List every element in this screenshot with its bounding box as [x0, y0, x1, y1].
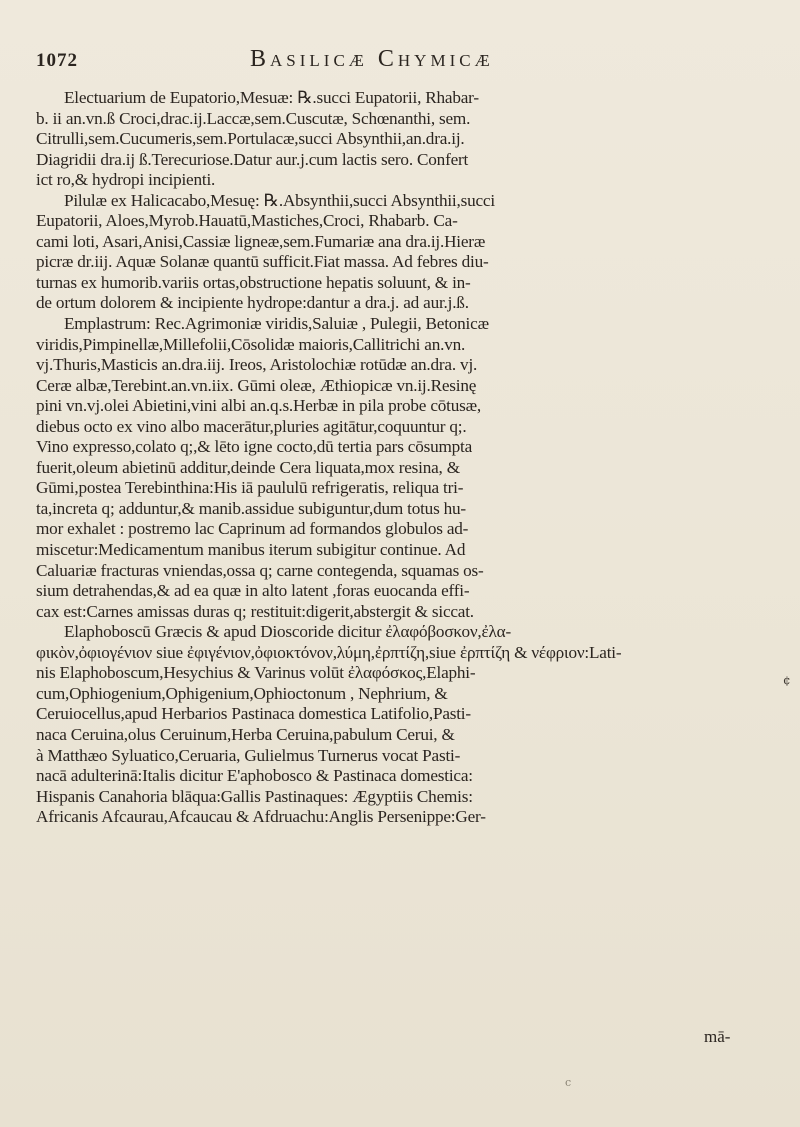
- text-line: Africanis Afcaurau,Afcaucau & Afdruachu:Anglis Persenippe:Ger-: [36, 807, 486, 827]
- text-line: φικὸν,ὀφιογένιον siue ἐφιγένιον,ὀφιοκτόνον,λύμη,ἐρπτίζη,siue ἐρπτίζη & νέφριον:Lati-: [36, 642, 622, 662]
- text-line: Elaphoboscū Græcis & apud Dioscoride dicitur ἐλαφόβοσκον,ἐλα-: [64, 622, 512, 642]
- text-line: mor exhalet : postremo lac Caprinum ad formandos globulos ad-: [36, 519, 469, 539]
- text-line: picræ dr.iij. Aquæ Solanæ quantū sufficit.Fiat massa. Ad febres diu-: [36, 252, 489, 272]
- text-line: cami loti, Asari,Anisi,Cassiæ ligneæ,sem.Fumariæ ana dra.ij.Hieræ: [36, 231, 486, 251]
- text-line: nacā adulterinā:Italis dicitur E'aphobosco & Pastinaca domestica:: [36, 766, 473, 786]
- text-line: fuerit,oleum abietinū additur,deinde Cera liquata,mox resina, &: [36, 457, 460, 477]
- text-line: Pilulæ ex Halicacabo,Mesuę: ℞.Absynthii,succi Absynthii,succi: [64, 190, 495, 210]
- text-line: b. ii an.vn.ß Croci,drac.ij.Laccæ,sem.Cuscutæ, Schœnanthi, sem.: [36, 108, 471, 128]
- text-line: Vino expresso,colato q;,& lēto igne cocto,dū tertia pars cōsumpta: [36, 437, 473, 457]
- text-line: cum,Ophiogenium,Ophigenium,Ophioctonum , Nephrium, &: [36, 683, 448, 703]
- text-line: sium detrahendas,& ad ea quæ in alto latent ,foras euocanda effi-: [36, 581, 470, 601]
- text-line: Emplastrum: Rec.Agrimoniæ viridis,Saluiæ , Pulegii, Betonicæ: [64, 314, 489, 334]
- text-line: viridis,Pimpinellæ,Millefolii,Cōsolidæ maioris,Callitrichi an.vn.: [36, 334, 466, 354]
- text-line: pini vn.vj.olei Abietini,vini albi an.q.s.Herbæ in pila probe cōtusæ,: [36, 396, 481, 416]
- text-line: Citrulli,sem.Cucumeris,sem.Portulacæ,succi Absynthii,an.dra.ij.: [36, 129, 465, 149]
- text-line: turnas ex humorib.variis ortas,obstructione hepatis soluunt, & in-: [36, 272, 471, 292]
- running-head: Basilicæ Chymicæ: [250, 46, 494, 72]
- text-line: cax est:Carnes amissas duras q; restituit:digerit,abstergit & siccat.: [36, 601, 474, 621]
- text-line: diebus octo ex vino albo macerātur,pluries agitātur,coquuntur q;.: [36, 416, 467, 436]
- text-line: naca Ceruina,olus Ceruinum,Herba Ceruina,pabulum Cerui, &: [36, 724, 455, 744]
- margin-mark: ¢: [783, 673, 791, 687]
- body-text: [36, 88, 786, 828]
- text-line: ta,increta q; adduntur,& manib.assidue subiguntur,dum totus hu-: [36, 498, 466, 518]
- text-line: Ceræ albæ,Terebint.an.vn.iix. Gūmi oleæ, Æthiopicæ vn.ij.Resinę: [36, 375, 477, 395]
- text-line: à Matthæo Syluatico,Ceruaria, Gulielmus Turnerus vocat Pasti-: [36, 745, 461, 765]
- text-line: vj.Thuris,Masticis an.dra.iij. Ireos, Aristolochiæ rotūdæ an.dra. vj.: [36, 355, 478, 375]
- signature-mark: c: [565, 1076, 572, 1089]
- text-line: ict ro,& hydropi incipienti.: [36, 170, 216, 190]
- text-line: de ortum dolorem & incipiente hydrope:dantur a dra.j. ad aur.j.ß.: [36, 293, 469, 313]
- catchword: mā-: [704, 1027, 731, 1046]
- page-number: 1072: [36, 50, 78, 71]
- text-line: nis Elaphoboscum,Hesychius & Varinus volūt ἐλαφόσκος,Elaphi-: [36, 663, 476, 683]
- text-line: Electuarium de Eupatorio,Mesuæ: ℞.succi Eupatorii, Rhabar-: [64, 88, 479, 107]
- text-line: miscetur:Medicamentum manibus iterum subigitur continue. Ad: [36, 540, 466, 560]
- text-line: Diagridii dra.ij ß.Terecuriose.Datur aur.j.cum lactis sero. Confert: [36, 149, 469, 169]
- text-line: Hispanis Canahoria blāqua:Gallis Pastinaques: Ægyptiis Chemis:: [36, 786, 473, 806]
- text-line: Ceruiocellus,apud Herbarios Pastinaca domestica Latifolio,Pasti-: [36, 704, 471, 724]
- page-header: [36, 46, 776, 76]
- text-line: Gūmi,postea Terebinthina:His iā paululū refrigeratis, reliqua tri-: [36, 478, 464, 498]
- text-line: Caluariæ fracturas vniendas,ossa q; carne contegenda, squamas os-: [36, 560, 484, 580]
- text-line: Eupatorii, Aloes,Myrob.Hauatū,Mastiches,Croci, Rhabarb. Ca-: [36, 211, 458, 231]
